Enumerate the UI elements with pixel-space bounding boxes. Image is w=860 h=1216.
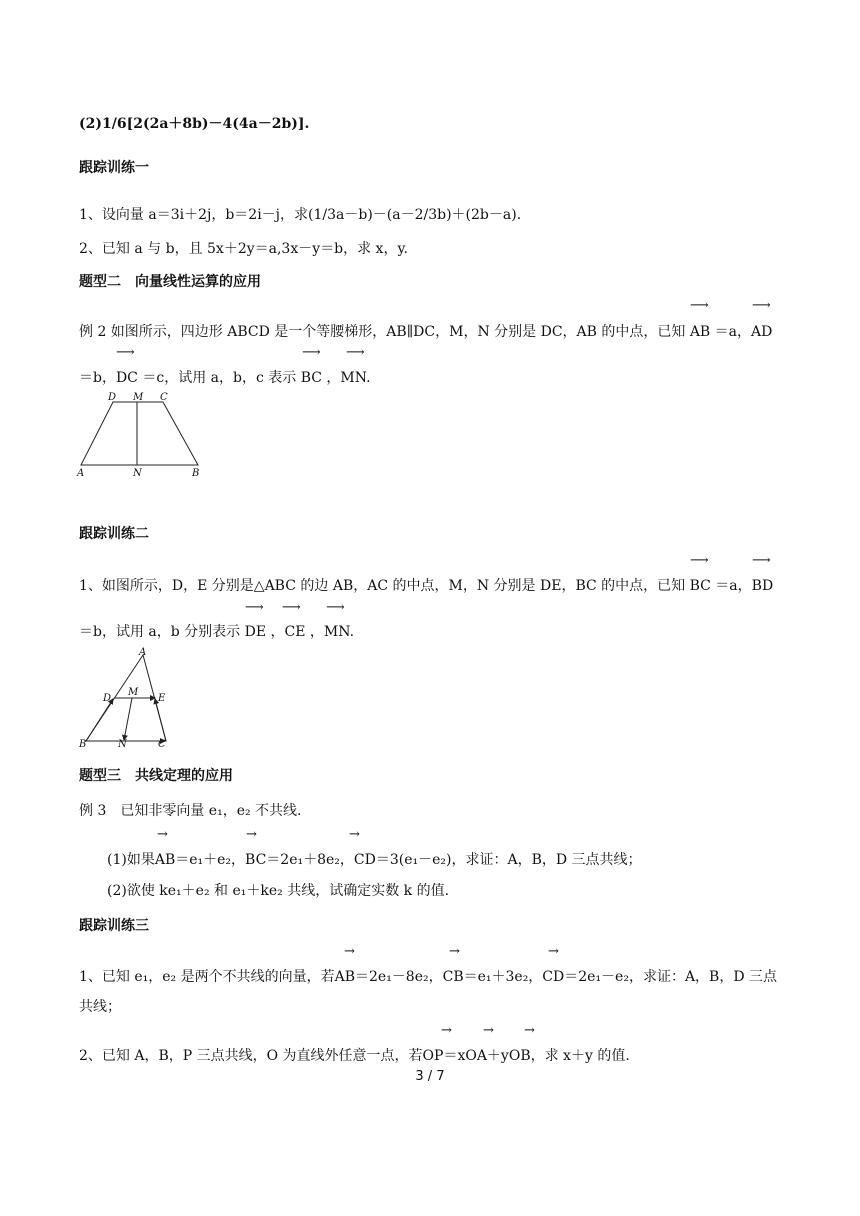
training3-q1-cont: 共线； [79, 999, 121, 1015]
vec-arrow: ⟶ [752, 553, 769, 568]
example2-line2: ＝b，DC ＝c，试用 a，b，c 表示 BC ，MN. [79, 370, 371, 386]
vec-arrow: ⟶ [245, 600, 262, 615]
vec-arrow: → [349, 827, 360, 842]
fig2-label-e: E [158, 693, 166, 704]
vec-arrow: → [548, 944, 559, 959]
vec-arrow: ⟶ [346, 345, 363, 360]
expression-2-text: (2)1/6[2(2a＋8b)－4(4a－2b)]. [79, 116, 310, 132]
fig1-label-m: M [133, 392, 144, 403]
fig2-label-m: M [128, 687, 139, 698]
fig2-label-d: D [103, 693, 112, 704]
fig1-label-b: B [192, 468, 200, 479]
fig2-label-b: B [79, 739, 87, 750]
vec-arrow: → [344, 944, 355, 959]
vec-arrow: → [449, 944, 460, 959]
triangle-figure [76, 645, 176, 750]
vec-arrow: → [246, 827, 257, 842]
example3-intro: 例 3 已知非零向量 e₁，e₂ 不共线. [79, 803, 302, 819]
training2-line2: ＝b，试用 a，b 分别表示 DE ，CE ，MN. [79, 624, 355, 640]
training1-q1: 1、设向量 a＝3i＋2j，b＝2i－j，求(1/3a－b)－(a－2/3b)＋(2b－a). [79, 207, 522, 223]
vec-arrow: ⟶ [282, 600, 299, 615]
example3-part1: (1)如果AB＝e₁＋e₂，BC＝2e₁＋8e₂，CD＝3(e₁－e₂)，求证：A，B，D 三点共线； [107, 852, 642, 868]
fig1-label-c: C [160, 392, 168, 403]
vec-arrow: ⟶ [752, 298, 769, 313]
vec-arrow: → [157, 827, 168, 842]
fig1-label-d: D [108, 392, 117, 403]
page-number: 3 / 7 [415, 1069, 445, 1084]
vec-arrow: → [524, 1023, 535, 1038]
vec-arrow: ⟶ [116, 345, 133, 360]
heading-training-1: 跟踪训练一 [79, 160, 149, 176]
expression-2 [79, 114, 309, 134]
training2-line1: 1、如图所示，D，E 分别是△ABC 的边 AB，AC 的中点，M，N 分别是 DE，BC 的中点，已知 BC ＝a，BD [79, 578, 774, 594]
fig2-label-a: A [139, 647, 147, 658]
training3-q1: 1、已知 e₁，e₂ 是两个不共线的向量，若AB＝2e₁－8e₂，CB＝e₁＋3e₂，CD＝2e₁－e₂，求证：A，B，D 三点 [79, 969, 778, 985]
trapezoid-figure [76, 390, 206, 480]
example3-part2: (2)欲使 ke₁＋e₂ 和 e₁＋ke₂ 共线，试确定实数 k 的值. [107, 883, 450, 899]
vec-arrow: → [483, 1023, 494, 1038]
heading-type-3: 题型三 共线定理的应用 [79, 768, 233, 784]
training3-q2: 2、已知 A，B，P 三点共线，O 为直线外任意一点，若OP＝xOA＋yOB，求 x＋y 的值. [79, 1048, 630, 1064]
fig1-label-n: N [133, 468, 142, 479]
fig2-label-c: C [158, 739, 166, 750]
training1-q2: 2、已知 a 与 b，且 5x＋2y＝a,3x－y＝b，求 x，y. [79, 241, 408, 257]
heading-type-2: 题型二 向量线性运算的应用 [79, 274, 261, 290]
fig1-label-a: A [77, 468, 85, 479]
vec-arrow: ⟶ [326, 600, 343, 615]
vec-arrow: ⟶ [690, 553, 707, 568]
vec-arrow: → [441, 1023, 452, 1038]
fig2-label-n: N [118, 739, 127, 750]
vec-arrow: ⟶ [690, 298, 707, 313]
vec-arrow: ⟶ [302, 345, 319, 360]
example2-line1: 例 2 如图所示，四边形 ABCD 是一个等腰梯形，AB∥DC，M，N 分别是 DC，AB 的中点，已知 AB ＝a，AD [79, 324, 773, 340]
heading-training-3: 跟踪训练三 [79, 918, 149, 934]
heading-training-2: 跟踪训练二 [79, 526, 149, 542]
